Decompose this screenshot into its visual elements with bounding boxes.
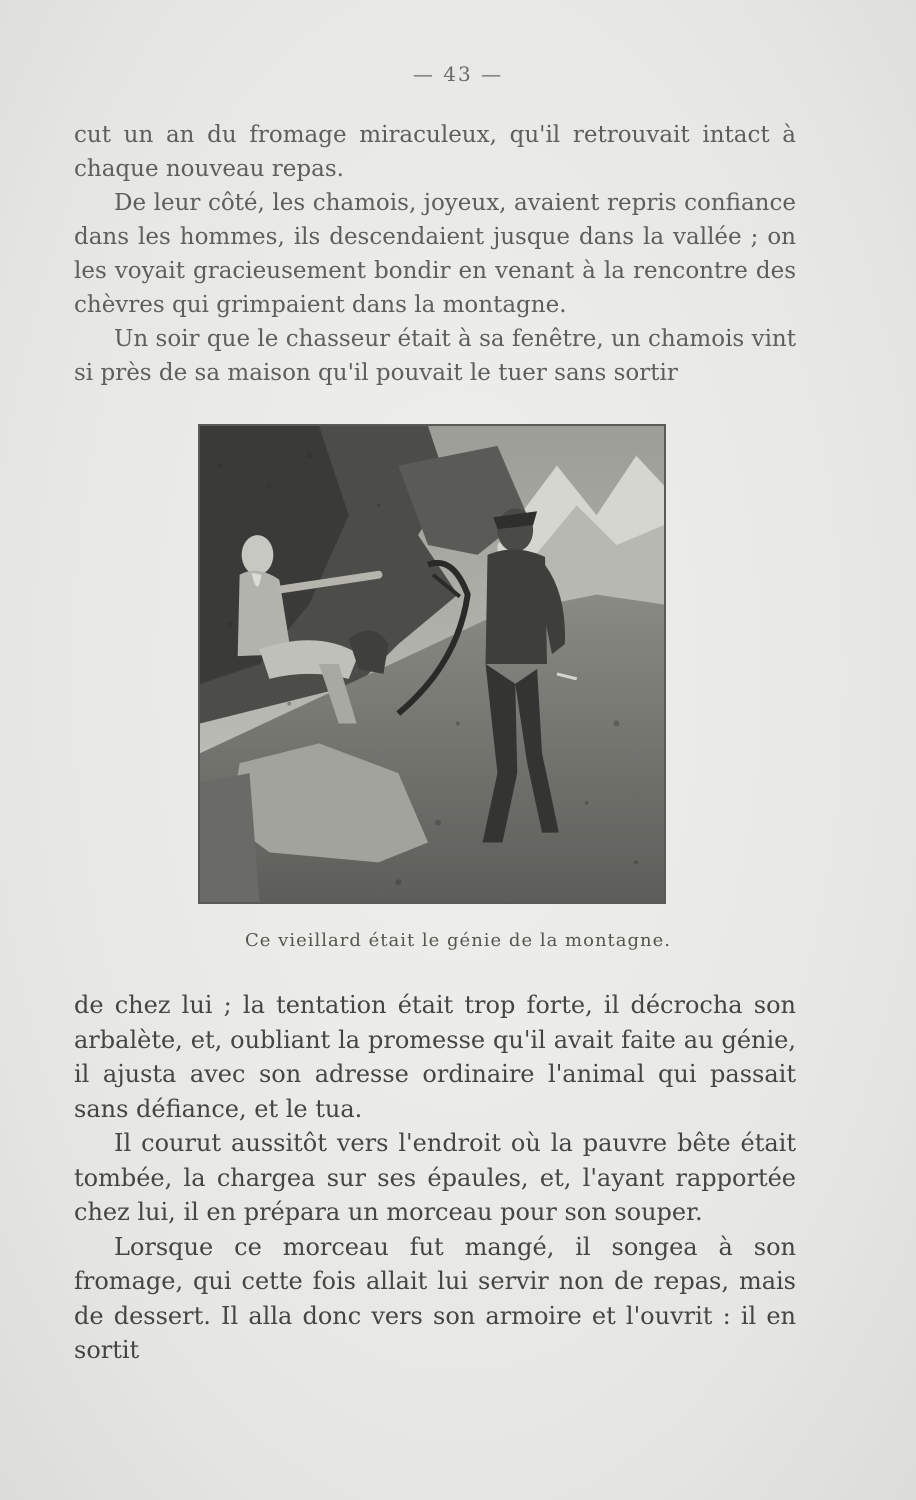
paragraph-temptation: de chez lui ; la tentation était trop forte, il décrocha son arbalète, et, oubliant la promesse qu'il avait faite au génie, il ajusta avec son adresse ordinaire l'animal qui passait sans défiance, et le tua. bbox=[74, 991, 796, 1123]
paragraph-chamois-confidence: De leur côté, les chamois, joyeux, avaient repris confiance dans les hommes, ils descendaient jusque dans la vallée ; on les voyait gracieusement bondir en venant à la rencontre des chèvres qui grimpaient dans la montagne. bbox=[74, 190, 796, 318]
bottom-text-block bbox=[74, 988, 796, 1368]
illustration-caption: Ce vieillard était le génie de la montagne. bbox=[245, 930, 671, 951]
paragraph-carried-home: Il courut aussitôt vers l'endroit où la pauvre bête était tombée, la chargea sur ses épaules, et, l'ayant rapportée chez lui, il en prépara un morceau pour son souper. bbox=[74, 1129, 796, 1226]
paragraph-cheese-dessert: Lorsque ce morceau fut mangé, il songea à son fromage, qui cette fois allait lui servir non de repas, mais de dessert. Il alla donc vers son armoire et l'ouvrit : il en sortit bbox=[74, 1232, 796, 1364]
top-text-block bbox=[74, 118, 796, 390]
paragraph-continuation: cut un an du fromage miraculeux, qu'il retrouvait intact à chaque nouveau repas. bbox=[74, 122, 796, 182]
engraving-illustration bbox=[198, 424, 666, 904]
paragraph-hunter-window: Un soir que le chasseur était à sa fenêtre, un chamois vint si près de sa maison qu'il pouvait le tuer sans sortir bbox=[74, 326, 796, 386]
page-number: — 43 — bbox=[412, 62, 504, 86]
illustration-artwork bbox=[200, 426, 664, 902]
